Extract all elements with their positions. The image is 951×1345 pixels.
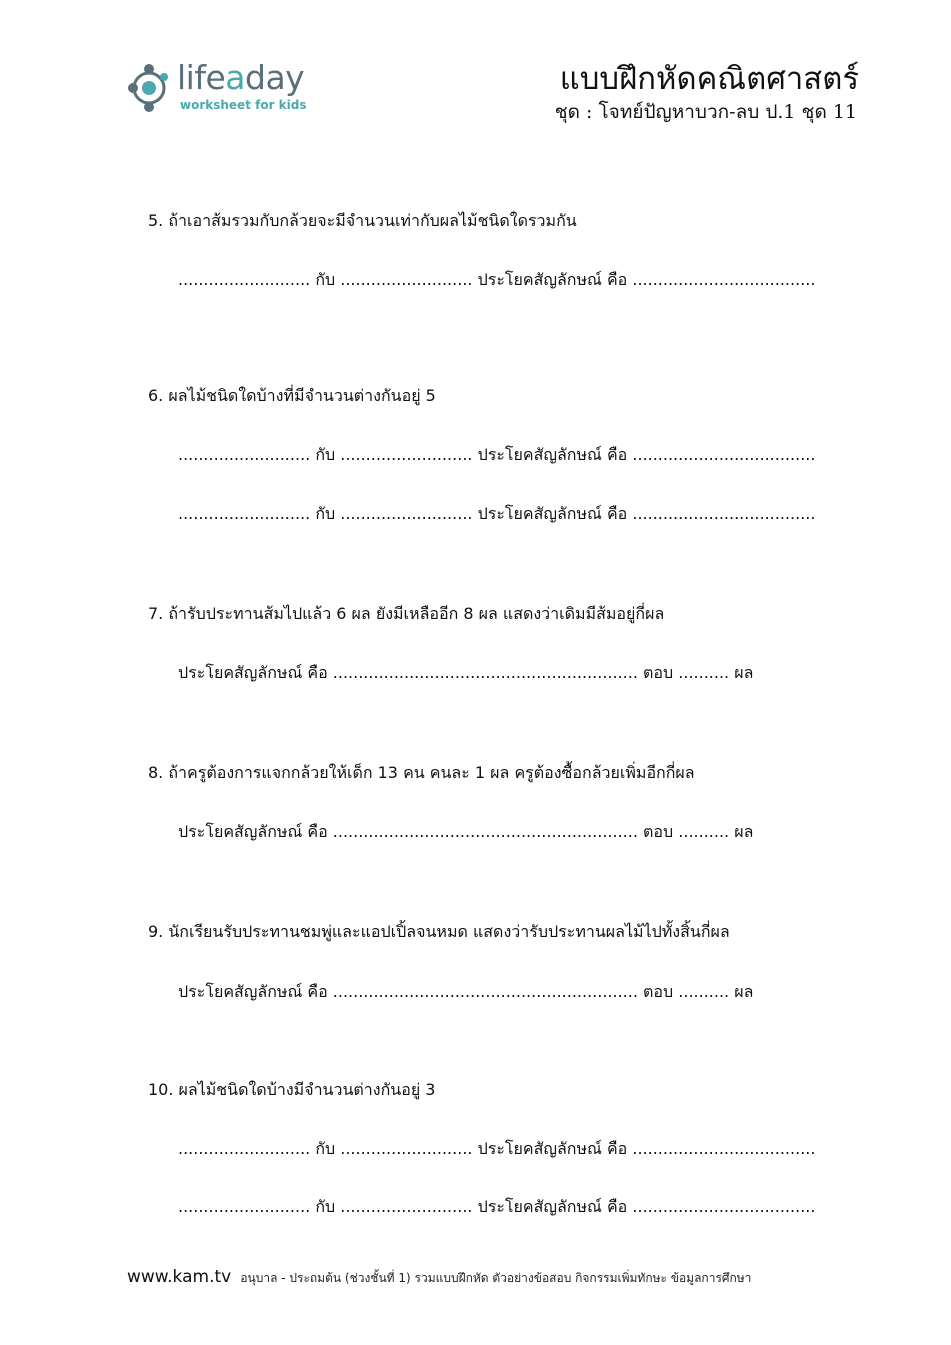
answer-line: .......................... กับ .......................... ประโยคสัญลักษณ์ คือ .................................... <box>178 504 816 523</box>
answer-line: .......................... กับ .......................... ประโยคสัญลักษณ์ คือ .................................... <box>178 1139 816 1158</box>
answer-line: .......................... กับ .......................... ประโยคสัญลักษณ์ คือ .................................... <box>178 445 816 464</box>
page-subtitle: ชุด : โจทย์ปัญหาบวก-ลบ ป.1 ชุด 11 <box>554 101 857 123</box>
answer-line: ประโยคสัญลักษณ์ คือ ............................................................ ตอบ .......... ผล <box>178 822 754 841</box>
answer-line: ประโยคสัญลักษณ์ คือ ............................................................ ตอบ .......... ผล <box>178 663 754 682</box>
answer-line: .......................... กับ .......................... ประโยคสัญลักษณ์ คือ .................................... <box>178 1197 816 1216</box>
page-title: แบบฝึกหัดคณิตศาสตร์ <box>559 61 859 97</box>
answer-line: .......................... กับ .......................... ประโยคสัญลักษณ์ คือ .................................... <box>178 270 816 289</box>
question-8: 8. ถ้าครูต้องการแจกกล้วยให้เด็ก 13 คน คนละ 1 ผล ครูต้องซื้อกล้วยเพิ่มอีกกี่ผล <box>148 763 695 782</box>
question-7: 7. ถ้ารับประทานส้มไปแล้ว 6 ผล ยังมีเหลืออีก 8 ผล แสดงว่าเดิมมีส้มอยู่กี่ผล <box>148 604 665 623</box>
logo-wordmark: lifeaday <box>177 58 305 97</box>
question-10: 10. ผลไม้ชนิดใดบ้างมีจำนวนต่างกันอยู่ 3 <box>148 1080 436 1099</box>
answer-line: ประโยคสัญลักษณ์ คือ ............................................................ ตอบ .......... ผล <box>178 982 754 1001</box>
footer-site-link[interactable]: www.kam.tv <box>127 1267 232 1287</box>
question-6: 6. ผลไม้ชนิดใดบ้างที่มีจำนวนต่างกันอยู่ 5 <box>148 386 436 405</box>
logo-mark-icon <box>127 62 175 114</box>
logo <box>127 60 317 116</box>
footer <box>127 1267 751 1288</box>
question-5: 5. ถ้าเอาส้มรวมกับกล้วยจะมีจำนวนเท่ากับผลไม้ชนิดใดรวมกัน <box>148 211 577 230</box>
footer-description: อนุบาล - ประถมต้น (ช่วงชั้นที่ 1) รวมแบบฝึกหัด ตัวอย่างข้อสอบ กิจกรรมเพิ่มทักษะ ข้อมูลการศึกษา <box>240 1271 752 1285</box>
logo-tagline: worksheet for kids <box>180 98 307 112</box>
question-9: 9. นักเรียนรับประทานชมพู่และแอปเปิ้ลจนหมด แสดงว่ารับประทานผลไม้ไปทั้งสิ้นกี่ผล <box>148 922 730 941</box>
